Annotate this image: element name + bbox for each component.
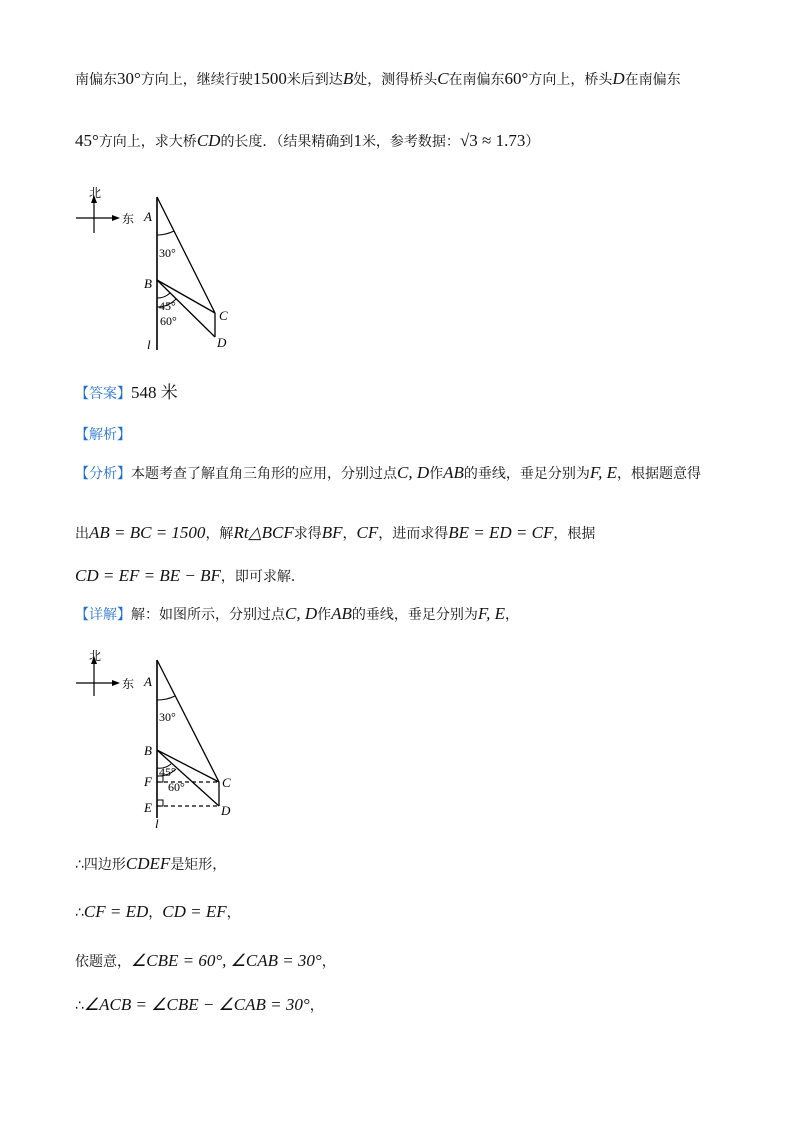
text-run: 依题意， xyxy=(75,954,131,970)
text-run: ，解 xyxy=(205,526,234,542)
text-run: 【分析】 xyxy=(75,466,131,482)
text-run: ， xyxy=(148,905,163,921)
step-line-2 xyxy=(75,903,241,922)
problem-line-2 xyxy=(75,132,539,151)
east-label-2: 东 xyxy=(122,677,135,691)
angle-45-label: 45° xyxy=(159,299,176,313)
text-run: 处，测得桥头 xyxy=(353,72,438,88)
angle-60-label-2: 60° xyxy=(168,780,185,794)
point-c-label: C xyxy=(219,308,228,323)
text-run: 方向上，求大桥 xyxy=(98,134,197,150)
point-b-label: B xyxy=(144,276,152,291)
point-c-label-2: C xyxy=(222,775,231,790)
text-run: ，根据 xyxy=(553,526,596,542)
text-run: C, D xyxy=(397,463,430,482)
analysis-line-2 xyxy=(75,524,595,543)
text-run: √3 ≈ 1.73 xyxy=(459,131,526,150)
line-l-label-2: l xyxy=(155,816,159,831)
step-line-4 xyxy=(75,996,324,1015)
text-run: ， xyxy=(321,954,336,970)
text-run: ， xyxy=(342,526,357,542)
text-run: AB = BC = 1500 xyxy=(89,523,206,542)
text-run: CD = EF xyxy=(162,902,227,921)
analysis-line-1 xyxy=(75,464,701,483)
text-run: ∠ACB = ∠CBE − ∠CAB = 30° xyxy=(83,995,310,1014)
answer-line xyxy=(75,384,178,403)
text-run: CDEF xyxy=(125,854,171,873)
step-line-1 xyxy=(75,855,226,874)
text-run: 解：如图所示，分别过点 xyxy=(131,607,285,623)
text-run: ，进而求得 xyxy=(378,526,449,542)
answer-value: 548 米 xyxy=(131,383,178,402)
point-e-label: E xyxy=(144,800,152,815)
detail-line-1 xyxy=(75,605,519,624)
text-run: F, E xyxy=(589,463,617,482)
angle-30-label-2: 30° xyxy=(159,710,176,724)
text-run: 作 xyxy=(429,466,444,482)
text-run: 南偏东 xyxy=(75,72,117,88)
figure-2 xyxy=(70,648,310,833)
text-run: F, E xyxy=(477,604,505,623)
text-run: C xyxy=(437,69,449,88)
text-run: ， xyxy=(309,998,324,1014)
text-run: 60° xyxy=(504,69,529,88)
analysis-line-3 xyxy=(75,567,305,586)
point-d-label-2: D xyxy=(221,803,231,818)
point-d-label: D xyxy=(217,335,227,350)
text-run: C, D xyxy=(285,604,318,623)
text-run: BE = ED = CF xyxy=(448,523,554,542)
text-run: CF = ED xyxy=(83,902,149,921)
text-run: CF xyxy=(356,523,379,542)
point-a-label: A xyxy=(144,209,152,224)
text-run: 本题考查了解直角三角形的应用，分别过点 xyxy=(131,466,397,482)
text-run: 米后到达 xyxy=(286,72,343,88)
text-run: 1500 xyxy=(252,69,287,88)
text-run: ∴ xyxy=(75,998,84,1014)
text-run: 作 xyxy=(317,607,332,623)
text-run: 的垂线，垂足分别为 xyxy=(351,607,478,623)
text-run: 求得 xyxy=(293,526,322,542)
text-run: 的垂线，垂足分别为 xyxy=(463,466,590,482)
angle-60-label: 60° xyxy=(160,314,177,328)
step-line-3 xyxy=(75,952,336,971)
text-run: ，即可求解． xyxy=(220,569,305,585)
text-run: 【详解】 xyxy=(75,607,131,623)
analysis-tag: 【解析】 xyxy=(75,427,131,443)
text-run: ， xyxy=(226,905,241,921)
text-run: 30° xyxy=(117,69,141,88)
answer-tag: 【答案】 xyxy=(75,386,131,402)
angle-30-label: 30° xyxy=(159,246,176,260)
text-run: D xyxy=(612,69,625,88)
text-run: ， xyxy=(504,607,519,623)
text-run: ，根据题意得 xyxy=(616,466,701,482)
text-run: ∴ xyxy=(75,905,84,921)
text-run: 1 xyxy=(353,131,362,150)
text-run: ∴四边形 xyxy=(75,857,126,873)
text-run: 45° xyxy=(75,131,99,150)
point-a-label-2: A xyxy=(144,674,152,689)
figure-1 xyxy=(70,185,310,355)
text-run: 米，参考数据： xyxy=(361,134,460,150)
text-run: 的长度．（结果精确到 xyxy=(220,134,354,150)
text-run: BF xyxy=(321,523,343,542)
text-run: ∠CBE = 60°, ∠CAB = 30° xyxy=(131,951,322,970)
text-run: CD xyxy=(196,131,221,150)
text-run: 出 xyxy=(75,526,89,542)
text-run: Rt△BCF xyxy=(233,523,294,542)
text-run: 是矩形， xyxy=(170,857,227,873)
north-label-2: 北 xyxy=(89,649,102,663)
text-run: 在南偏东 xyxy=(448,72,505,88)
text-run: ） xyxy=(525,134,540,150)
text-run: 方向上，继续行驶 xyxy=(140,72,253,88)
line-l-label: l xyxy=(147,337,151,352)
problem-line-1 xyxy=(75,70,681,89)
angle-45-label-2: 45° xyxy=(159,765,176,779)
text-run: CD = EF = BE − BF xyxy=(75,566,221,585)
north-label: 北 xyxy=(89,186,102,200)
text-run: B xyxy=(342,69,354,88)
text-run: AB xyxy=(331,604,352,623)
text-run: AB xyxy=(443,463,464,482)
point-f-label: F xyxy=(144,774,152,789)
text-run: 方向上，桥头 xyxy=(528,72,613,88)
text-run: 在南偏东 xyxy=(624,72,681,88)
point-b-label-2: B xyxy=(144,743,152,758)
east-label: 东 xyxy=(122,212,135,226)
